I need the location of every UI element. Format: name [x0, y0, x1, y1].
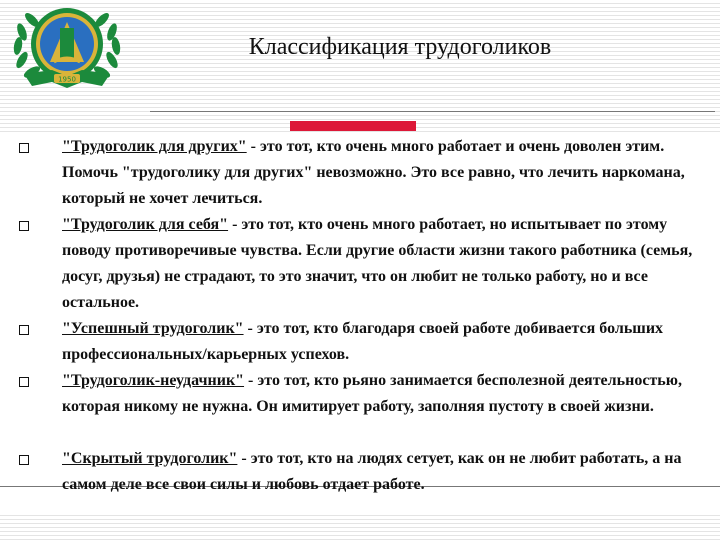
- list-item: [62, 134, 698, 212]
- bullet-5: [19, 455, 29, 465]
- item-term: "Скрытый трудоголик": [62, 450, 238, 467]
- item-text: - это тот, кто рьяно занимается бесполезной деятельностью, которая никому не нужна. Он имитирует работу, заполняя пустоту в своей жизни.: [62, 372, 682, 415]
- bullet-1: [19, 143, 29, 153]
- emblem-logo-icon: [2, 0, 132, 100]
- accent-bar: [290, 121, 416, 131]
- list-item: [62, 446, 698, 498]
- item-term: "Трудоголик для других": [62, 138, 247, 155]
- logo-year: 1950: [58, 75, 76, 84]
- bullet-4: [19, 377, 29, 387]
- item-text: - это тот, кто на людях сетует, как он не любит работать, а на самом деле все свои силы и любовь отдает работе.: [62, 450, 682, 493]
- item-text: - это тот, кто очень много работает, но испытывает по этому поводу противоречивые чувства. Если другие области жизни такого работника (семья, досуг, друзья) не страдают, то это значит, что он любит не только работу, но и все остальное.: [62, 216, 693, 311]
- list-item: [62, 368, 698, 420]
- item-text: - это тот, кто благодаря своей работе добивается больших профессиональных/карьерных успехов.: [62, 320, 664, 363]
- list-item: [62, 316, 698, 368]
- item-term: "Трудоголик-неудачник": [62, 372, 245, 389]
- item-text: - это тот, кто очень много работает и очень доволен этим. Помочь "трудоголику для других" невозможно. Это все равно, что лечить наркомана, который не хочет лечиться.: [62, 138, 685, 207]
- list-item: [62, 212, 698, 316]
- slide-title: Классификация трудоголиков: [248, 34, 552, 60]
- item-term: "Трудоголик для себя": [62, 216, 229, 233]
- top-divider: [150, 111, 715, 112]
- bullet-2: [19, 221, 29, 231]
- bullet-3: [19, 325, 29, 335]
- item-term: "Успешный трудоголик": [62, 320, 244, 337]
